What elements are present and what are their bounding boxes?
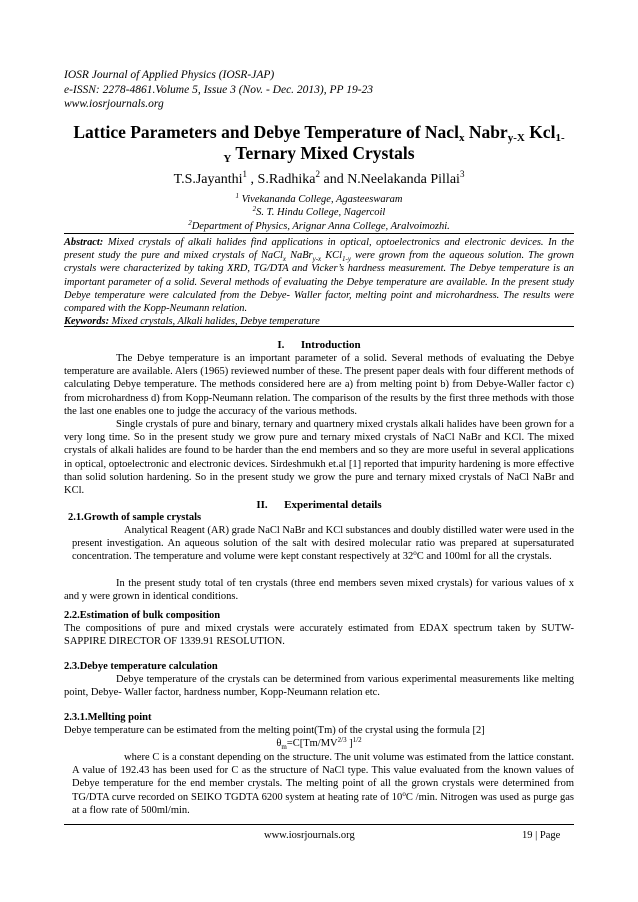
title-sub-x: x	[458, 132, 465, 144]
abstract-label: Abstract:	[64, 237, 104, 248]
author-1: T.S.Jayanthi	[173, 172, 243, 187]
author-3-affil: 3	[459, 169, 465, 179]
affiliation-1-text: Vivekananda College, Agasteeswaram	[239, 194, 403, 205]
composition-paragraph	[64, 622, 574, 648]
affiliation-2	[60, 206, 578, 219]
growth-p1-text-a: Analytical Reagent (AR) grade NaCl NaBr and KCl substances and doubly distilled water were used in the present investigation. An aqueous solution of the salt with desired molecular ratio was prepared at supersaturated concentration. The temperature and volume were kept constant respectively at 32	[72, 525, 574, 563]
melting-paragraph-2	[72, 751, 574, 817]
author-3: and N.Neelakanda Pillai	[319, 172, 460, 187]
debye-calc-text: Debye temperature of the crystals can be determined from various experimental measurements like melting point, Debye- Waller factor, hardness number, Kopp-Neumann relation etc.	[64, 674, 574, 699]
composition-text: The compositions of pure and mixed crystals were accurately estimated from EDAX spectrum taken by SUTW-SAPPIRE DIRECTOR OF 1339.91 RESOLUTION.	[64, 623, 574, 648]
footer-rule	[64, 824, 574, 825]
keywords-label: Keywords:	[64, 316, 110, 328]
abstract-top-rule	[64, 233, 574, 234]
affiliation-2-text: S. T. Hindu College, Nagercoil	[256, 207, 386, 218]
title-text-2: Nabr	[464, 122, 508, 142]
melting-p2-text-b: C /min. Nitrogen was used as purge gas at a flow rate of 500ml/min.	[72, 791, 574, 816]
subsection-2-2-heading: 2.2.Estimation of bulk composition	[64, 610, 221, 621]
abstract-sub-1y: 1-y	[342, 255, 351, 264]
section-heading-experimental	[64, 499, 574, 511]
abstract-sub-x: x	[282, 255, 286, 264]
intro-p1-text: The Debye temperature is an important parameter of a solid. Several methods of evaluating the Debye temperature are available. Alers (1965) reviewed number of these. The present paper deals with four different methods of calculating Debye temperature. The methods considered here are a) from melting point b) from Debye-Waller factor c) from microhardness d) from Kopp-Neumann relation. The comparison of the results by the first three methods with those the last one enables one to judge the accuracy of the various methods.	[64, 353, 574, 417]
abstract-text-3: KCl	[321, 250, 342, 262]
intro-p2-text: Single crystals of pure and binary, ternary and quartnery mixed crystals alkali halides have been grown for a very long time. So in the present study we grow pure and ternary mixed crystals of NaCl NaBr and KCl. The mixed crystals of alkali halides are found to be harder than the end members and so they are more useful in several applications in optical, optoelectronic and electronic devices. Sirdeshmukh et.al [1] reported that impurity hardening is more effective than solid solution hardening. So in the present study we grow the pure and ternary mixed crystals of NaCl NaBr and KCl.	[64, 419, 574, 497]
growth-p1-text-b: C and 100ml for all the crystals.	[416, 551, 552, 563]
author-2-affil: 2	[315, 169, 320, 179]
debye-formula	[64, 737, 574, 750]
intro-paragraph-2	[64, 418, 574, 497]
title-text-3: Kcl	[524, 122, 556, 142]
formula-theta: θ	[276, 738, 282, 749]
degree-symbol: o	[413, 549, 417, 558]
section-2-number: II.	[256, 499, 268, 511]
subsection-2-3-1-heading: 2.3.1.Mellting point	[64, 712, 152, 723]
formula-exp-12: 1/2	[352, 736, 362, 744]
formula-line	[64, 737, 574, 750]
affiliation-3-mark: 2	[188, 219, 192, 227]
intro-paragraph-1	[64, 352, 574, 418]
growth-paragraph-2	[64, 577, 574, 603]
section-1-title: Introduction	[300, 339, 361, 351]
title-text-1: Lattice Parameters and Debye Temperature of Nacl	[73, 122, 459, 142]
degree-symbol-2: o	[402, 789, 406, 798]
melting-paragraph-1	[64, 724, 574, 737]
affiliation-2-mark: 2	[252, 205, 257, 213]
melting-p1-text: Debye temperature can be estimated from the melting point(Tm) of the crystal using the formula [2]	[64, 725, 485, 736]
abstract-text-2: NaBr	[286, 250, 313, 262]
section-heading-introduction	[64, 339, 574, 351]
journal-site: www.iosrjournals.org	[64, 98, 164, 110]
formula-close: ]	[346, 738, 353, 749]
formula-exp-23: 2/3	[337, 736, 347, 744]
footer-site: www.iosrjournals.org	[264, 830, 355, 841]
keywords-text: Mixed crystals, Alkali halides, Debye temperature	[109, 316, 320, 328]
title-sub-1: 1-	[555, 132, 565, 144]
abstract-bottom-rule	[64, 326, 574, 327]
affiliation-3-text: Department of Physics, Arignar Anna College, Aralvoimozhi.	[191, 221, 450, 232]
abstract-sub-yx: y-x	[312, 255, 322, 264]
journal-issn: e-ISSN: 2278-4861.Volume 5, Issue 3 (Nov. - Dec. 2013), PP 19-23	[64, 83, 374, 96]
subsection-2-3-heading: 2.3.Debye temperature calculation	[64, 661, 218, 672]
journal-name: IOSR Journal of Applied Physics (IOSR-JAP)	[64, 69, 275, 81]
paper-title	[60, 122, 578, 164]
growth-p2-text: In the present study total of ten crystals (three end members seven mixed crystals) for various values of x and y were grown in identical conditions.	[64, 578, 574, 603]
formula-body: =C[Tm/MV	[286, 738, 338, 749]
abstract	[64, 236, 574, 328]
growth-paragraph-1	[72, 524, 574, 564]
abstract-text-1: Mixed crystals of alkali halides find applications in optical, optoelectronics and electronic devices. In the present study the pure and mixed crystals of NaCl	[64, 237, 574, 262]
author-2: , S.Radhika	[247, 172, 316, 187]
formula-sub-m: m	[281, 743, 287, 752]
section-2-title: Experimental details	[284, 499, 382, 511]
abstract-text-4: were grown from the aqueous solution. The grown crystals were characterized by taking XRD, TG/DTA and Vicker’s hardness measurement. The Debye temperature is an important parameter of a solid. Several methods of evaluating the Debye temperature are available. In the present study Debye temperature were calculated from the Debye- Waller factor, melting point and microhardness. The results were compared with the Kopp-Neumann relation.	[64, 250, 575, 315]
title-text-4: Ternary Mixed Crystals	[231, 143, 415, 163]
melting-p2-text-a: where C is a constant depending on the structure. The unit volume was estimated from the lattice constant. A value of 192.43 has been used for C as the structure of NaCl type. This value evaluated from the known values of Debye temperature for the end member crystals. The melting point of all the grown crystals were determined from TG/DTA curve recorded on SEIKO TGDTA 6200 system at heating rate of 10	[72, 752, 574, 803]
author-1-affil: 1	[242, 169, 248, 179]
title-sub-yx: y-X	[507, 132, 525, 144]
affiliation-3	[60, 220, 578, 233]
journal-header	[64, 68, 373, 112]
affiliation-1-mark: 1	[235, 192, 239, 200]
footer-page-number: 19 | Page	[522, 830, 561, 841]
subsection-2-1-heading: 2.1.Growth of sample crystals	[68, 512, 202, 523]
title-sub-y: Y	[223, 153, 232, 165]
author-list	[60, 169, 578, 188]
affiliation-1	[60, 193, 578, 206]
debye-calc-paragraph	[64, 673, 574, 699]
section-1-number: I.	[277, 339, 285, 351]
